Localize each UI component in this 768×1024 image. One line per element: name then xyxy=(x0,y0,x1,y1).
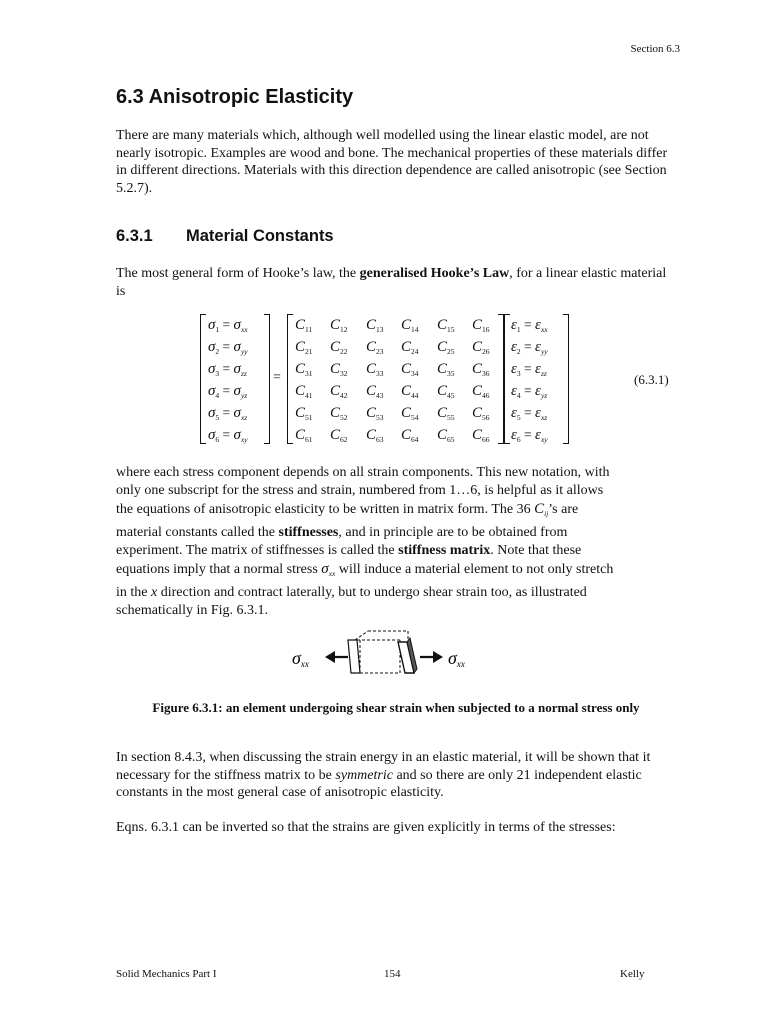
text: equations imply that a normal stress xyxy=(116,562,322,577)
para-line: schematically in Fig. 6.3.1. xyxy=(116,602,269,618)
equals-sign: = xyxy=(273,370,281,385)
italic-term: x xyxy=(151,585,158,600)
matrix-entry: $C_{53}$ xyxy=(366,405,384,422)
stress-vector xyxy=(208,314,248,446)
vector-entry: $\varepsilon_6 = \varepsilon_{xy}$ xyxy=(511,427,548,444)
text: experiment. The matrix of stiffnesses is called the xyxy=(116,542,399,558)
hooke-paragraph xyxy=(116,265,676,300)
matrix-entry: $C_{52}$ xyxy=(330,405,348,422)
matrix-entry: $C_{54}$ xyxy=(401,405,419,422)
figure-caption: Figure 6.3.1: an element undergoing shear strain when subjected to a normal stress only xyxy=(152,700,640,715)
figure-diagram xyxy=(290,628,480,684)
symmetry-paragraph xyxy=(116,749,676,802)
text: ’s are xyxy=(548,502,579,517)
matrix-entry: $C_{36}$ xyxy=(472,361,490,378)
text: the equations of anisotropic elasticity to be written in matrix form. The 36 xyxy=(116,502,535,517)
footer-left: Solid Mechanics Part I xyxy=(116,968,217,980)
vector-entry: $\sigma_2 = \sigma_{yy}$ xyxy=(208,339,248,356)
subsection-number: 6.3.1 xyxy=(116,227,153,245)
italic-term: symmetric xyxy=(335,767,393,783)
intro-paragraph: There are many materials which, although well modelled using the linear elastic model, are not nearly isotropic. Examples are wood and bone. The mechanical properties of these materials differ in different directions. Materials with this direction dependence are called anisotropic (see Section 5.2.7). xyxy=(116,128,668,196)
text: will induce a material element to not only stretch xyxy=(335,562,614,577)
c-letter: C xyxy=(534,501,545,517)
stiffness-paragraph xyxy=(116,464,676,619)
left-face xyxy=(348,640,360,673)
page-number: 154 xyxy=(384,968,401,980)
matrix-entry: $C_{25}$ xyxy=(437,339,455,356)
subsection-title: Material Constants xyxy=(186,227,334,245)
vector-entry: $\sigma_4 = \sigma_{yz}$ xyxy=(208,383,248,400)
matrix-entry: $C_{26}$ xyxy=(472,339,490,356)
matrix-entry: $C_{66}$ xyxy=(472,427,490,444)
sigma-letter: σ xyxy=(321,561,329,577)
matrix-entry: $C_{13}$ xyxy=(366,317,384,334)
hooke-text-end: , for a linear elastic material is xyxy=(116,266,667,299)
matrix-entry: $C_{14}$ xyxy=(401,317,419,334)
text: . Note that these xyxy=(490,542,582,558)
running-header: Section 6.3 xyxy=(630,43,680,55)
vector-entry: $\varepsilon_4 = \varepsilon_{yz}$ xyxy=(511,383,548,400)
matrix-entry: $C_{31}$ xyxy=(295,361,313,378)
rhs-bracket-right xyxy=(563,314,569,444)
vector-entry: $\varepsilon_2 = \varepsilon_{yy}$ xyxy=(511,339,548,356)
vector-entry: $\varepsilon_1 = \varepsilon_{xx}$ xyxy=(511,317,548,334)
text: direction and contract laterally, but to undergo shear strain too, as illustrated xyxy=(157,585,587,600)
para-line: only one subscript for the stress and strain, numbered from 1…6, is helpful as it allows xyxy=(116,482,604,498)
para-line xyxy=(116,499,676,524)
vector-entry: $\sigma_3 = \sigma_{zz}$ xyxy=(208,361,247,378)
vector-entry: $\sigma_6 = \sigma_{xy}$ xyxy=(208,427,248,444)
text: in the xyxy=(116,585,151,600)
equation-number: (6.3.1) xyxy=(634,372,669,387)
cij-symbol xyxy=(534,501,548,517)
matrix-entry: $C_{11}$ xyxy=(295,317,313,334)
matrix-entry: $C_{63}$ xyxy=(366,427,384,444)
vector-entry: $\varepsilon_3 = \varepsilon_{zz}$ xyxy=(511,361,547,378)
hooke-bold-term: generalised Hooke’s Law xyxy=(359,266,510,281)
matrix-entry: $C_{33}$ xyxy=(366,361,384,378)
hooke-text: The most general form of Hooke’s law, the xyxy=(116,266,360,281)
matrix-entry: $C_{15}$ xyxy=(437,317,455,334)
matrix-entry: $C_{21}$ xyxy=(295,339,313,356)
inversion-paragraph: Eqns. 6.3.1 can be inverted so that the strains are given explicitly in terms of the stresses: xyxy=(116,820,616,835)
matrix-entry: $C_{45}$ xyxy=(437,383,455,400)
matrix-entry: $C_{65}$ xyxy=(437,427,455,444)
lhs-bracket-right xyxy=(264,314,270,444)
matrix-entry: $C_{35}$ xyxy=(437,361,455,378)
para-line xyxy=(116,559,676,584)
matrix-entry: $C_{55}$ xyxy=(437,405,455,422)
matrix-entry: $C_{41}$ xyxy=(295,383,313,400)
matrix-entry: $C_{34}$ xyxy=(401,361,419,378)
matrix-entry: $C_{56}$ xyxy=(472,405,490,422)
matrix-entry: $C_{64}$ xyxy=(401,427,419,444)
right-arrow-head xyxy=(433,651,443,663)
para-line xyxy=(116,542,676,560)
vector-entry: $\sigma_1 = \sigma_{xx}$ xyxy=(208,317,248,334)
matrix-entry: $C_{61}$ xyxy=(295,427,313,444)
matrix-entry: $C_{24}$ xyxy=(401,339,419,356)
matrix-entry: $C_{32}$ xyxy=(330,361,348,378)
matrix-bracket-left xyxy=(287,314,293,444)
matrix-entry: $C_{42}$ xyxy=(330,383,348,400)
lhs-bracket-left xyxy=(200,314,206,444)
bold-term: stiffnesses xyxy=(278,525,339,540)
figure-shear-element xyxy=(290,628,480,689)
rhs-bracket-left xyxy=(504,314,510,444)
matrix-entry: $C_{44}$ xyxy=(401,383,419,400)
sigma-subscript: xx xyxy=(328,569,336,578)
strain-vector xyxy=(511,314,548,446)
vector-entry: $\varepsilon_5 = \varepsilon_{xz}$ xyxy=(511,405,548,422)
matrix-entry: $C_{62}$ xyxy=(330,427,348,444)
matrix-entry: $C_{22}$ xyxy=(330,339,348,356)
cij-subscript: ij xyxy=(544,509,549,518)
hooke-equation xyxy=(200,314,575,446)
para-line: where each stress component depends on all strain components. This new notation, with xyxy=(116,465,610,480)
subsection-heading xyxy=(116,227,334,246)
matrix-entry: $C_{23}$ xyxy=(366,339,384,356)
matrix-entry: $C_{46}$ xyxy=(472,383,490,400)
matrix-entry: $C_{51}$ xyxy=(295,405,313,422)
text: In section 8.4.3, when discussing the strain energy in an elastic material, it will be shown that it necessary for the stiffness matrix to be xyxy=(116,750,651,783)
right-sigma-label: σxx xyxy=(448,648,465,669)
section-title: 6.3 Anisotropic Elasticity xyxy=(116,86,354,108)
footer-right: Kelly xyxy=(620,968,645,980)
vector-entry: $\sigma_5 = \sigma_{xz}$ xyxy=(208,405,248,422)
matrix-entry: $C_{12}$ xyxy=(330,317,348,334)
text: material constants called the xyxy=(116,525,279,540)
para-line xyxy=(116,584,676,602)
sigma-xx-symbol xyxy=(321,561,335,577)
matrix-entry: $C_{43}$ xyxy=(366,383,384,400)
bold-term: stiffness matrix xyxy=(398,542,491,558)
para-line xyxy=(116,524,676,542)
matrix-entry: $C_{16}$ xyxy=(472,317,490,334)
text: , and in principle are to be obtained from xyxy=(338,525,568,540)
left-sigma-label: σxx xyxy=(292,648,309,669)
text: and so there are only 21 independent elastic constants in the most general case of anisotropic elasticity. xyxy=(116,767,642,800)
left-arrow-head xyxy=(325,651,335,663)
